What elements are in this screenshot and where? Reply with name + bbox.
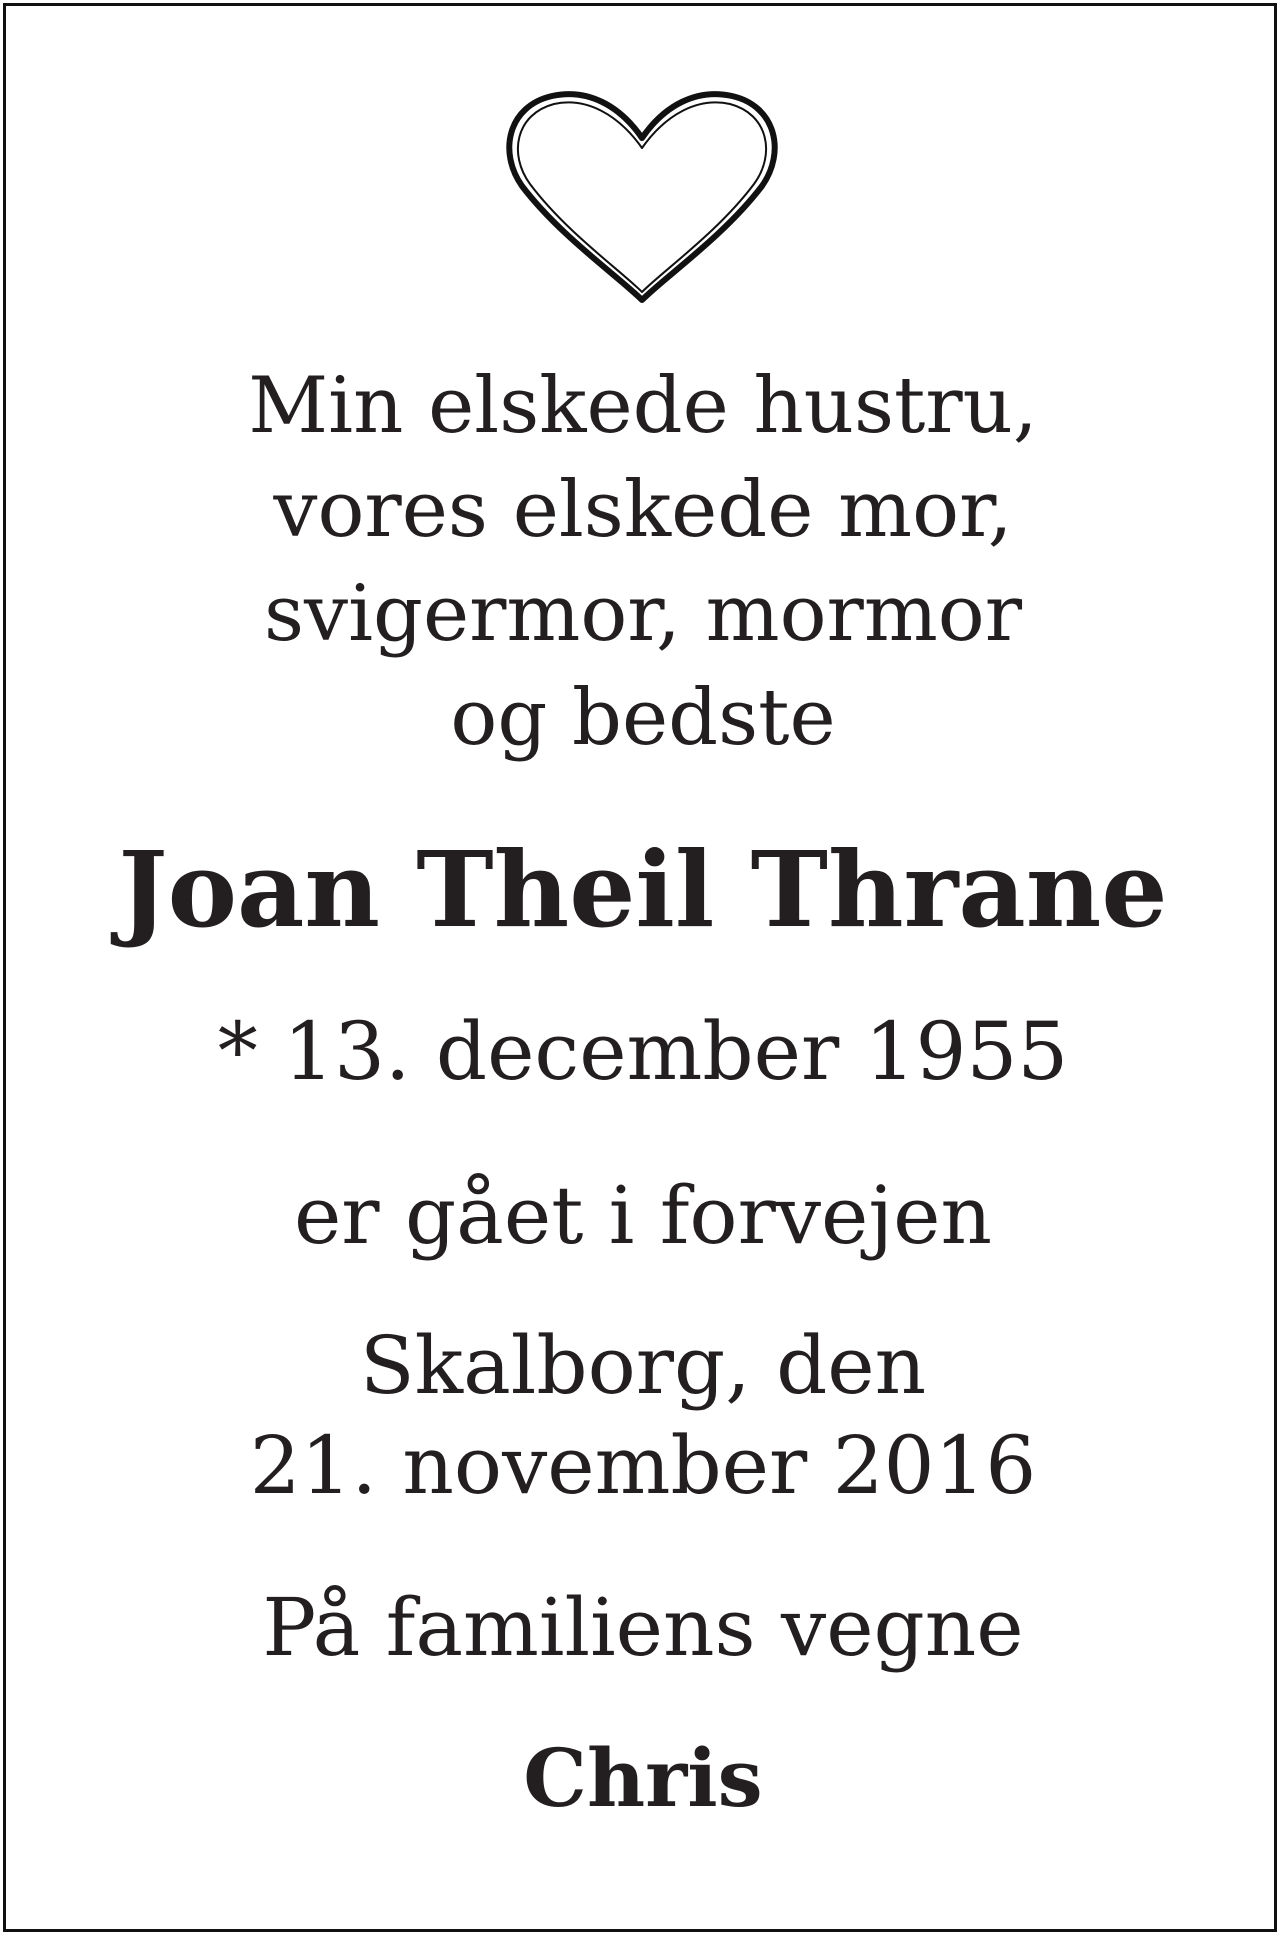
intro-line: Min elskede hustru, bbox=[248, 361, 1038, 451]
obituary-notice bbox=[3, 3, 1277, 1932]
intro-line: og bedste bbox=[450, 673, 836, 763]
intro-text bbox=[6, 354, 1280, 770]
birth-date: * 13. december 1955 bbox=[217, 1005, 1069, 1098]
intro-line: vores elskede mor, bbox=[273, 465, 1013, 555]
deceased-name: Joan Theil Thrane bbox=[118, 828, 1168, 951]
heart-icon bbox=[500, 86, 784, 306]
intro-line: svigermor, mormor bbox=[263, 569, 1023, 659]
signature-name: Chris bbox=[523, 1731, 763, 1825]
on-behalf-text: På familiens vegne bbox=[262, 1581, 1024, 1674]
date-line: 21. november 2016 bbox=[249, 1419, 1037, 1512]
passed-text: er gået i forvejen bbox=[293, 1169, 993, 1262]
place-and-date bbox=[6, 1316, 1280, 1516]
place-line: Skalborg, den bbox=[359, 1319, 927, 1412]
